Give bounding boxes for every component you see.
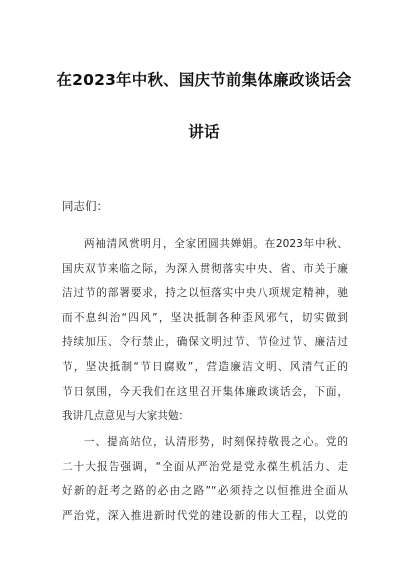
document-title-line-2: 讲话 [188, 123, 220, 141]
paragraph-line: 好新的赶考之路的必由之路”“必须持之以恒推进全面从 [62, 485, 348, 498]
document-title-line-1: 在2023年中秋、国庆节前集体廉政谈话会 [56, 71, 352, 89]
paragraph-line: 两袖清风赏明月，全家团圆共婵娟。在2023年中秋、 [84, 238, 348, 250]
salutation: 同志们： [62, 199, 108, 213]
paragraph-line: 而不息纠治“四风”，坚决抵制各种歪风邪气，切实做到 [62, 311, 348, 324]
paragraph-1 [62, 232, 348, 429]
paragraph-line: 持续加压、令行禁止，确保文明过节、节俭过节、廉洁过 [62, 336, 348, 349]
paragraph-line: 严治党，深入推进新时代党的建设新的伟大工程，以党的 [62, 509, 348, 522]
paragraph-2 [62, 430, 348, 528]
paragraph-line: 二十大报告强调，“全面从严治党是党永葆生机活力、走 [62, 460, 348, 473]
paragraph-line: 我讲几点意见与大家共勉： [62, 410, 190, 423]
paragraph-line: 一、提高站位，认清形势，时刻保持敬畏之心。党的 [84, 436, 348, 448]
paragraph-line: 节，坚决抵制“节日腐败”，营造廉洁文明、风清气正的 [62, 360, 348, 373]
paragraph-line: 节日氛围，今天我们在这里召开集体廉政谈话会，下面， [62, 385, 348, 398]
paragraph-line: 洁过节的部署要求，持之以恒落实中央八项规定精神，驰 [62, 287, 348, 300]
paragraph-line: 国庆双节来临之际，为深入贯彻落实中央、省、市关于廉 [62, 262, 348, 275]
